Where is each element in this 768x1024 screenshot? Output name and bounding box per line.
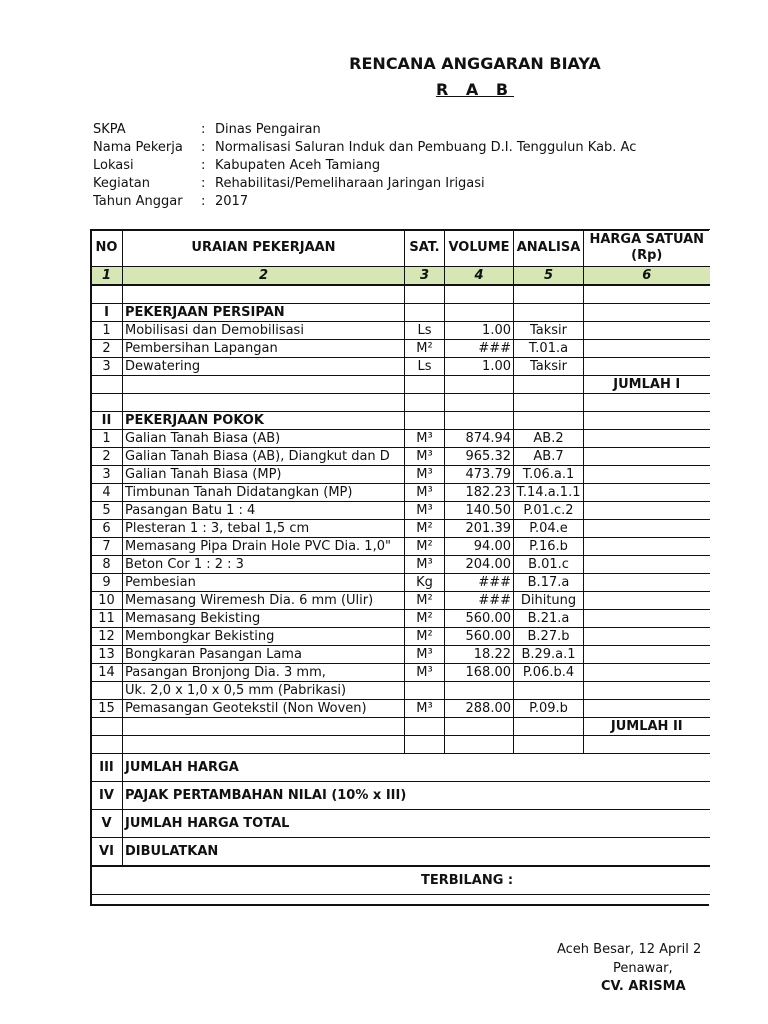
summary-no: III bbox=[91, 754, 123, 782]
item-volume: 560.00 bbox=[445, 610, 514, 628]
item-sat: M² bbox=[405, 520, 445, 538]
item-sat bbox=[405, 682, 445, 700]
table-row bbox=[91, 664, 710, 682]
col-number: 2 bbox=[123, 267, 405, 286]
item-uraian: Pembesian bbox=[123, 574, 405, 592]
item-no: 8 bbox=[91, 556, 123, 574]
document-title: RENCANA ANGGARAN BIAYA bbox=[349, 54, 601, 73]
info-value: Rehabilitasi/Pemeliharaan Jaringan Irigasi bbox=[215, 176, 485, 191]
table-border-bottom bbox=[90, 904, 709, 906]
col-number: 4 bbox=[445, 267, 514, 286]
item-analisa: P.04.e bbox=[514, 520, 584, 538]
item-sat: M³ bbox=[405, 484, 445, 502]
table-row bbox=[91, 610, 710, 628]
item-uraian: Galian Tanah Biasa (AB), Diangkut dan D bbox=[123, 448, 405, 466]
info-row-nama-pekerja bbox=[93, 139, 708, 157]
summary-no: VI bbox=[91, 838, 123, 867]
table-row bbox=[91, 484, 710, 502]
info-sep: : bbox=[201, 158, 206, 173]
item-sat: M² bbox=[405, 592, 445, 610]
item-no: 3 bbox=[91, 466, 123, 484]
col-header-harga: HARGA SATUAN (Rp) bbox=[584, 230, 710, 267]
info-sep: : bbox=[201, 176, 206, 191]
summary-row-v bbox=[91, 810, 710, 838]
col-header-analisa: ANALISA bbox=[514, 230, 584, 267]
item-harga bbox=[584, 358, 710, 376]
item-analisa: Dihitung bbox=[514, 592, 584, 610]
item-uraian: Beton Cor 1 : 2 : 3 bbox=[123, 556, 405, 574]
table-row bbox=[91, 502, 710, 520]
item-sat: M³ bbox=[405, 466, 445, 484]
item-harga bbox=[584, 502, 710, 520]
item-analisa: AB.2 bbox=[514, 430, 584, 448]
signature-company: CV. ARISMA bbox=[601, 979, 686, 994]
item-volume: ### bbox=[445, 574, 514, 592]
summary-label: JUMLAH HARGA bbox=[123, 754, 710, 782]
item-sat: M² bbox=[405, 340, 445, 358]
item-analisa bbox=[514, 682, 584, 700]
table-row bbox=[91, 340, 710, 358]
table-row bbox=[91, 430, 710, 448]
spacer-row bbox=[91, 285, 710, 304]
info-row-tahun-anggaran bbox=[93, 193, 708, 211]
info-value: Normalisasi Saluran Induk dan Pembuang D.I. Tenggulun Kab. Ac bbox=[215, 140, 637, 155]
item-sat: M² bbox=[405, 628, 445, 646]
item-volume: 18.22 bbox=[445, 646, 514, 664]
item-volume: 201.39 bbox=[445, 520, 514, 538]
item-uraian: Pembersihan Lapangan bbox=[123, 340, 405, 358]
item-volume: 288.00 bbox=[445, 700, 514, 718]
item-analisa: P.09.b bbox=[514, 700, 584, 718]
info-row-lokasi bbox=[93, 157, 708, 175]
info-label: Lokasi bbox=[93, 158, 134, 173]
item-uraian: Memasang Bekisting bbox=[123, 610, 405, 628]
item-sat: Kg bbox=[405, 574, 445, 592]
item-analisa: B.27.b bbox=[514, 628, 584, 646]
item-analisa: T.06.a.1 bbox=[514, 466, 584, 484]
table-row bbox=[91, 628, 710, 646]
item-sat: M³ bbox=[405, 664, 445, 682]
item-sat: M³ bbox=[405, 700, 445, 718]
summary-no: IV bbox=[91, 782, 123, 810]
section-title: PEKERJAAN PERSIPAN bbox=[123, 304, 405, 322]
item-no bbox=[91, 682, 123, 700]
summary-no: V bbox=[91, 810, 123, 838]
item-uraian: Plesteran 1 : 3, tebal 1,5 cm bbox=[123, 520, 405, 538]
info-row-skpa bbox=[93, 121, 708, 139]
item-harga bbox=[584, 448, 710, 466]
item-no: 15 bbox=[91, 700, 123, 718]
item-no: 2 bbox=[91, 340, 123, 358]
item-sat: M² bbox=[405, 610, 445, 628]
info-value: 2017 bbox=[215, 194, 249, 209]
item-harga bbox=[584, 466, 710, 484]
item-volume bbox=[445, 682, 514, 700]
spacer-row bbox=[91, 394, 710, 412]
col-number: 6 bbox=[584, 267, 710, 286]
item-uraian: Memasang Pipa Drain Hole PVC Dia. 1,0" bbox=[123, 538, 405, 556]
item-no: 4 bbox=[91, 484, 123, 502]
info-label: Kegiatan bbox=[93, 176, 151, 191]
jumlah-ii-label: JUMLAH II bbox=[584, 718, 710, 736]
table-header-row bbox=[91, 230, 710, 267]
item-volume: 1.00 bbox=[445, 322, 514, 340]
col-header-no: NO bbox=[91, 230, 123, 267]
info-label: Nama Pekerja bbox=[93, 140, 183, 155]
item-no: 2 bbox=[91, 448, 123, 466]
item-volume: ### bbox=[445, 592, 514, 610]
rab-table bbox=[90, 229, 710, 895]
item-analisa: P.06.b.4 bbox=[514, 664, 584, 682]
item-analisa: P.16.b bbox=[514, 538, 584, 556]
table-row bbox=[91, 322, 710, 340]
item-uraian: Uk. 2,0 x 1,0 x 0,5 mm (Pabrikasi) bbox=[123, 682, 405, 700]
item-harga bbox=[584, 646, 710, 664]
info-value: Dinas Pengairan bbox=[215, 122, 321, 137]
item-analisa: T.01.a bbox=[514, 340, 584, 358]
table-row bbox=[91, 574, 710, 592]
terbilang-label: TERBILANG : bbox=[91, 866, 710, 895]
item-no: 11 bbox=[91, 610, 123, 628]
table-row bbox=[91, 448, 710, 466]
document-subtitle: R A B bbox=[435, 80, 515, 99]
item-volume: 168.00 bbox=[445, 664, 514, 682]
table-row bbox=[91, 682, 710, 700]
item-uraian: Galian Tanah Biasa (MP) bbox=[123, 466, 405, 484]
item-sat: Ls bbox=[405, 358, 445, 376]
item-harga bbox=[584, 664, 710, 682]
total-row bbox=[91, 376, 710, 394]
item-analisa: B.17.a bbox=[514, 574, 584, 592]
item-analisa: P.01.c.2 bbox=[514, 502, 584, 520]
table-row bbox=[91, 520, 710, 538]
item-uraian: Membongkar Bekisting bbox=[123, 628, 405, 646]
item-harga bbox=[584, 340, 710, 358]
item-volume: 1.00 bbox=[445, 358, 514, 376]
item-uraian: Pasangan Batu 1 : 4 bbox=[123, 502, 405, 520]
item-uraian: Pemasangan Geotekstil (Non Woven) bbox=[123, 700, 405, 718]
info-sep: : bbox=[201, 194, 206, 209]
item-volume: ### bbox=[445, 340, 514, 358]
item-harga bbox=[584, 682, 710, 700]
item-harga bbox=[584, 574, 710, 592]
item-sat: M³ bbox=[405, 502, 445, 520]
col-number: 5 bbox=[514, 267, 584, 286]
summary-label: DIBULATKAN bbox=[123, 838, 710, 867]
item-harga bbox=[584, 556, 710, 574]
total-row bbox=[91, 718, 710, 736]
item-no: 9 bbox=[91, 574, 123, 592]
item-analisa: Taksir bbox=[514, 358, 584, 376]
col-header-uraian: URAIAN PEKERJAAN bbox=[123, 230, 405, 267]
item-uraian: Bongkaran Pasangan Lama bbox=[123, 646, 405, 664]
item-volume: 182.23 bbox=[445, 484, 514, 502]
signature-place-date: Aceh Besar, 12 April 2 bbox=[557, 942, 702, 957]
item-uraian: Memasang Wiremesh Dia. 6 mm (Ulir) bbox=[123, 592, 405, 610]
item-volume: 140.50 bbox=[445, 502, 514, 520]
section-no: II bbox=[91, 412, 123, 430]
item-volume: 560.00 bbox=[445, 628, 514, 646]
item-sat: M³ bbox=[405, 646, 445, 664]
project-info bbox=[93, 121, 708, 211]
signature-role: Penawar, bbox=[613, 961, 673, 976]
terbilang-row bbox=[91, 866, 710, 895]
section-header-row bbox=[91, 412, 710, 430]
table-border-left bbox=[90, 229, 92, 905]
item-sat: M³ bbox=[405, 430, 445, 448]
summary-label: JUMLAH HARGA TOTAL bbox=[123, 810, 710, 838]
info-sep: : bbox=[201, 122, 206, 137]
item-analisa: B.29.a.1 bbox=[514, 646, 584, 664]
table-row bbox=[91, 592, 710, 610]
item-no: 14 bbox=[91, 664, 123, 682]
item-sat: M³ bbox=[405, 448, 445, 466]
column-number-row bbox=[91, 267, 710, 286]
item-no: 1 bbox=[91, 322, 123, 340]
summary-row-iii bbox=[91, 754, 710, 782]
item-uraian: Mobilisasi dan Demobilisasi bbox=[123, 322, 405, 340]
item-analisa: T.14.a.1.1 bbox=[514, 484, 584, 502]
item-volume: 473.79 bbox=[445, 466, 514, 484]
item-harga bbox=[584, 592, 710, 610]
item-volume: 204.00 bbox=[445, 556, 514, 574]
item-volume: 874.94 bbox=[445, 430, 514, 448]
table-row bbox=[91, 646, 710, 664]
item-no: 5 bbox=[91, 502, 123, 520]
jumlah-i-label: JUMLAH I bbox=[584, 376, 710, 394]
item-sat: M² bbox=[405, 538, 445, 556]
item-no: 7 bbox=[91, 538, 123, 556]
item-no: 12 bbox=[91, 628, 123, 646]
item-uraian: Galian Tanah Biasa (AB) bbox=[123, 430, 405, 448]
info-label: SKPA bbox=[93, 122, 126, 137]
table-row bbox=[91, 556, 710, 574]
info-sep: : bbox=[201, 140, 206, 155]
item-harga bbox=[584, 430, 710, 448]
item-harga bbox=[584, 520, 710, 538]
item-no: 1 bbox=[91, 430, 123, 448]
table-row bbox=[91, 700, 710, 718]
table-row bbox=[91, 538, 710, 556]
col-number: 3 bbox=[405, 267, 445, 286]
item-sat: Ls bbox=[405, 322, 445, 340]
summary-row-vi bbox=[91, 838, 710, 867]
item-no: 6 bbox=[91, 520, 123, 538]
col-header-sat: SAT. bbox=[405, 230, 445, 267]
item-volume: 965.32 bbox=[445, 448, 514, 466]
item-harga bbox=[584, 484, 710, 502]
info-label: Tahun Anggar bbox=[93, 194, 183, 209]
item-no: 10 bbox=[91, 592, 123, 610]
section-no: I bbox=[91, 304, 123, 322]
summary-label: PAJAK PERTAMBAHAN NILAI (10% x III) bbox=[123, 782, 710, 810]
item-analisa: B.01.c bbox=[514, 556, 584, 574]
table-border-top bbox=[90, 229, 709, 231]
item-harga bbox=[584, 538, 710, 556]
item-harga bbox=[584, 610, 710, 628]
item-no: 13 bbox=[91, 646, 123, 664]
col-number: 1 bbox=[91, 267, 123, 286]
table-row bbox=[91, 466, 710, 484]
section-header-row bbox=[91, 304, 710, 322]
col-header-volume: VOLUME bbox=[445, 230, 514, 267]
section-title: PEKERJAAN POKOK bbox=[123, 412, 405, 430]
item-uraian: Timbunan Tanah Didatangkan (MP) bbox=[123, 484, 405, 502]
item-analisa: AB.7 bbox=[514, 448, 584, 466]
item-analisa: Taksir bbox=[514, 322, 584, 340]
info-row-kegiatan bbox=[93, 175, 708, 193]
summary-row-iv bbox=[91, 782, 710, 810]
item-sat: M³ bbox=[405, 556, 445, 574]
item-harga bbox=[584, 322, 710, 340]
table-row bbox=[91, 358, 710, 376]
spacer-row bbox=[91, 736, 710, 754]
info-value: Kabupaten Aceh Tamiang bbox=[215, 158, 381, 173]
item-no: 3 bbox=[91, 358, 123, 376]
item-harga bbox=[584, 628, 710, 646]
item-uraian: Dewatering bbox=[123, 358, 405, 376]
item-uraian: Pasangan Bronjong Dia. 3 mm, bbox=[123, 664, 405, 682]
item-volume: 94.00 bbox=[445, 538, 514, 556]
item-harga bbox=[584, 700, 710, 718]
item-analisa: B.21.a bbox=[514, 610, 584, 628]
